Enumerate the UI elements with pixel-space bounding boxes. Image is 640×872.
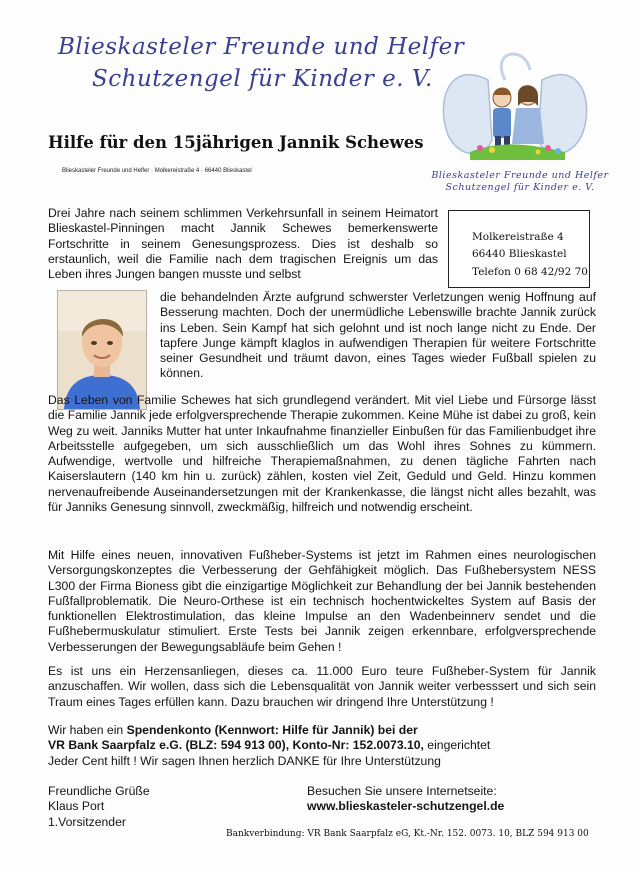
letterhead-line-2: Schutzengel für Kinder e. V. <box>92 66 433 92</box>
sender-line: Blieskasteler Freunde und Helfer · Molkereistraße 4 · 66440 Blieskastel <box>62 168 252 174</box>
paragraph-3: Das Leben von Familie Schewes hat sich grundlegend verändert. Mit viel Liebe und Fürsorge lässt die Familie Jannik jede erfolgversprechende Therapie zukommen. Keine Mühe ist dabei zu groß, kein Weg zu weit. Janniks Mutter hat unter Inkaufnahme finanzieller Einbußen für das Familienbudget ihre Arbeitsstelle aufgegeben, um sich ausschließlich um das Wohl ihres Sohnes zu kümmern. Aufwendige, wertvolle und hilfreiche Therapiemaßnahmen, zu denen tägliche Fahrten nach Kaiserslautern (140 km hin u. zurück) zählen, kosten viel Zeit, Geduld und Geld. Hinzu kommen nervenaufreibende Auseinandersetzungen mit der Krankenkasse, die längst nicht alles bezahlt, was für Janniks Genesung sinnvoll, zweckmäßig, hilfreich und notwendig erscheint. <box>48 393 596 515</box>
address-street: Molkereistraße 4 <box>472 231 564 243</box>
logo-caption <box>420 170 620 194</box>
donation-bank: VR Bank Saarpfalz e.G. (BLZ: 594 913 00), Konto-Nr: 152.0073.10, <box>48 738 424 753</box>
address-city: 66440 Blieskastel <box>472 248 567 260</box>
closing-role: 1.Vorsitzender <box>48 814 126 829</box>
paragraph-1: Drei Jahre nach seinem schlimmen Verkehrsunfall in seinem Heimatort Blieskastel-Pinningen macht Jannik Schewes bemerkenswerte Fortschritte in seinem Genesungsprozess. Dies ist deshalb so erstaunlich, weil die Familie nach dem tragischen Ereignis um das Leben ihres Jungen bangen musste und selbst <box>48 206 438 282</box>
paragraph-4: Mit Hilfe eines neuen, innovativen Fußheber-Systems ist jetzt im Rahmen eines neurologischen Versorgungskonzeptes die Verbesserung der Gehfähigkeit möglich. Das Fußhebersystem NESS L300 der Firma Bioness gibt die einzigartige Möglichkeit zur Behandlung der bei Jannik bestehenden Fußfallproblematik. Die Neuro-Orthese ist ein technisch hochentwickeltes System auf Basis der funktionellen Elektrostimulation, das kleine Impulse an den Wadenbeinnerv sendet und die Fußhebermuskulatur stimuliert. Erste Tests bei Jannik zeigen erkennbare, erfolgversprechende Verbesserungen der Bewegungsabläufe beim Gehen ! <box>48 548 596 654</box>
address-phone: Telefon 0 68 42/92 70 <box>472 266 588 278</box>
logo-caption-line-1: Blieskasteler Freunde und Helfer <box>431 170 609 181</box>
letterhead-line-1: Blieskasteler Freunde und Helfer <box>58 34 465 60</box>
donation-paragraph <box>48 723 596 769</box>
closing-greeting: Freundliche Grüße <box>48 784 150 798</box>
website-block <box>307 784 607 815</box>
donation-thanks: Jeder Cent hilft ! Wir sagen Ihnen herzlich DANKE für Ihre Unterstützung <box>48 753 441 768</box>
paragraph-5: Es ist uns ein Herzensanliegen, dieses ca. 11.000 Euro teure Fußheber-System für Jannik anzuschaffen. Wir wollen, dass sich die Lebensqualität von Jannik weiter verbesssert und sich sein Traum eines Tages erfüllen kann. Dazu brauchen wir dringend Ihre Unterstützung ! <box>48 664 596 709</box>
document-title: Hilfe für den 15jährigen Jannik Schewes <box>48 133 424 152</box>
closing-name: Klaus Port <box>48 799 105 814</box>
donation-intro: Wir haben ein <box>48 723 127 737</box>
website-intro: Besuchen Sie unsere Internetseite: <box>307 784 497 798</box>
donation-established: eingerichtet <box>423 738 491 753</box>
donation-account: Spendenkonto (Kennwort: Hilfe für Jannik) bei der <box>126 723 418 737</box>
address-box <box>448 210 590 288</box>
logo-caption-line-2: Schutzengel für Kinder e. V. <box>445 182 595 193</box>
paragraph-2: die behandelnden Ärzte aufgrund schwerster Verletzungen wenig Hoffnung auf Besserung machten. Doch der unermüdliche Lebenswille brachte Jannik zurück ins Leben. Sein Kampf hat sich gelohnt und ist noch lange nicht zu Ende. Der tapfere Junge kämpft klaglos in aufwendigen Therapien für weitere Fortschritte seiner Gesundheit und träumt davon, eines Tages wieder Fußball spielen zu können. <box>160 290 596 381</box>
closing-block <box>48 784 248 830</box>
bank-footer: Bankverbindung: VR Bank Saarpfalz eG, Kt.-Nr. 152. 0073. 10, BLZ 594 913 00 <box>226 829 589 839</box>
boy-portrait-photo <box>57 290 147 410</box>
website-link[interactable]: www.blieskasteler-schutzengel.de <box>307 799 505 814</box>
